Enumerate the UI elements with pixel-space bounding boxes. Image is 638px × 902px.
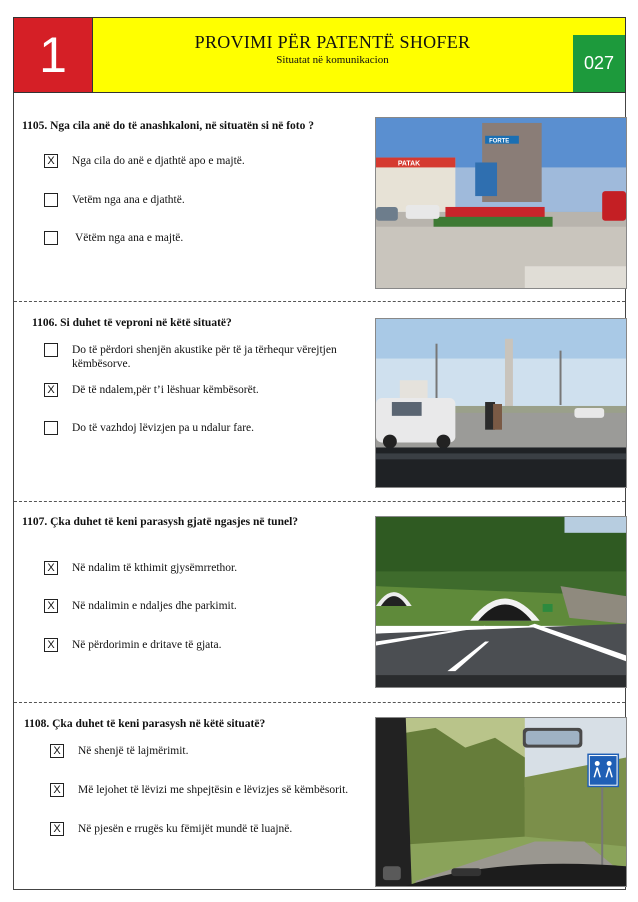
question-1107: 1107. Çka duhet të keni parasysh gjatë ngasjes në tunel? xyxy=(22,516,299,528)
answer-text: Do të vazhdoj lëvizjen pa u ndalur fare. xyxy=(72,422,255,434)
answer-option[interactable] xyxy=(50,783,370,797)
answer-option[interactable] xyxy=(44,154,354,168)
answer-checkbox[interactable]: X xyxy=(44,638,58,652)
answer-checkbox[interactable] xyxy=(44,421,58,435)
answer-checkbox[interactable]: X xyxy=(50,822,64,836)
header-bar xyxy=(13,17,626,93)
answer-option[interactable] xyxy=(44,193,354,207)
answer-checkbox[interactable]: X xyxy=(44,561,58,575)
photo-1107 xyxy=(375,516,627,688)
page-code: 027 xyxy=(573,35,625,92)
answer-checkbox[interactable] xyxy=(44,231,58,245)
answer-checkbox[interactable]: X xyxy=(44,383,58,397)
question-1106: 1106. Si duhet të veproni në këtë situatë? xyxy=(32,317,232,329)
answer-text: Do të përdori shenjën akustike për të ja tërhequr vërejtjen këmbësorve. xyxy=(72,344,337,370)
answer-option[interactable] xyxy=(44,383,364,397)
answer-option[interactable] xyxy=(44,343,364,371)
answer-text: Në pjesën e rrugës ku fëmijët mundë të luajnë. xyxy=(78,823,293,835)
answer-text: Vetëm nga ana e djathtë. xyxy=(72,194,185,206)
page-subtitle: Situatat në komunikacion xyxy=(276,54,389,66)
page-title: PROVIMI PËR PATENTË SHOFER xyxy=(194,32,471,52)
answer-option[interactable] xyxy=(44,638,364,652)
answer-checkbox[interactable] xyxy=(44,343,58,357)
answer-text: Në ndalim të kthimit gjysëmrrethor. xyxy=(72,562,238,574)
building-sign-text: FORTE xyxy=(489,138,510,145)
section-divider xyxy=(14,501,625,502)
answer-checkbox[interactable] xyxy=(44,193,58,207)
store-sign-text: PATAK xyxy=(397,160,421,168)
photo-1106 xyxy=(375,318,627,488)
answer-option[interactable] xyxy=(44,561,364,575)
answer-checkbox[interactable]: X xyxy=(50,783,64,797)
answer-option[interactable] xyxy=(44,421,364,435)
photo-1105 xyxy=(375,117,627,289)
photo-1108 xyxy=(375,717,627,887)
answer-option[interactable] xyxy=(44,599,364,613)
answer-text: Më lejohet të lëvizi me shpejtësin e lëvizjes së këmbësorit. xyxy=(78,784,349,796)
answer-text: Në ndalimin e ndaljes dhe parkimit. xyxy=(72,600,237,612)
answer-text: Nga cila do anë e djathtë apo e majtë. xyxy=(72,155,245,167)
answer-checkbox[interactable]: X xyxy=(44,154,58,168)
answer-text: Në përdorimin e dritave të gjata. xyxy=(72,639,222,651)
question-1105: 1105. Nga cila anë do të anashkaloni, në situatën si në foto ? xyxy=(22,120,314,132)
answer-option[interactable] xyxy=(44,231,354,245)
answer-text: Në shenjë të lajmërimit. xyxy=(78,745,189,757)
answer-text: Dë të ndalem,për t’i lëshuar këmbësorët. xyxy=(72,384,259,396)
answer-text: Vëtëm nga ana e majtë. xyxy=(75,232,184,244)
answer-checkbox[interactable]: X xyxy=(50,744,64,758)
section-divider xyxy=(14,301,625,302)
question-1108: 1108. Çka duhet të keni parasysh në këtë situatë? xyxy=(24,718,266,730)
section-number: 1 xyxy=(14,18,93,92)
answer-option[interactable] xyxy=(50,744,370,758)
answer-option[interactable] xyxy=(50,822,370,836)
answer-checkbox[interactable]: X xyxy=(44,599,58,613)
section-divider xyxy=(14,702,625,703)
